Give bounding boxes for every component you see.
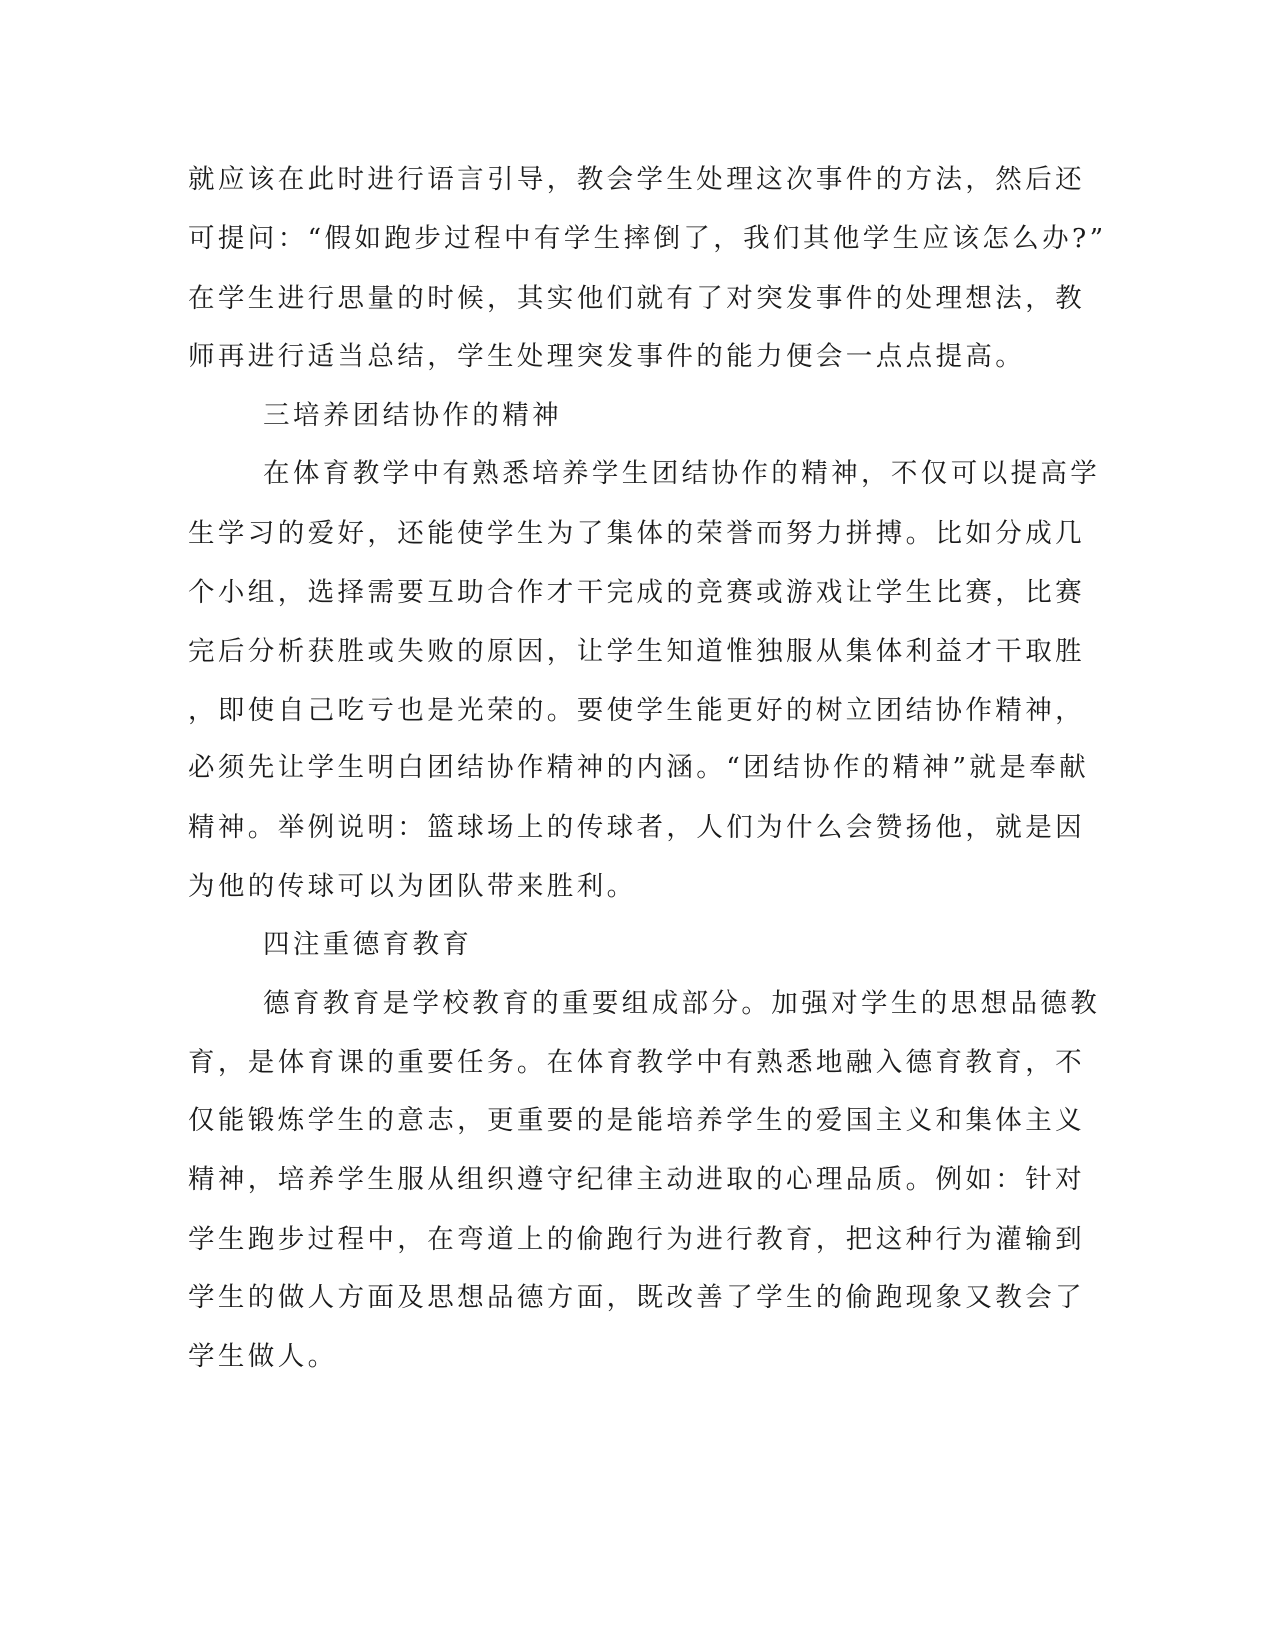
paragraph-line: 完后分析获胜或失败的原因，让学生知道惟独服从集体利益才干取胜: [188, 636, 1085, 667]
paragraph-line: 学生做人。: [188, 1341, 338, 1372]
paragraph-line: 精神。举例说明：篮球场上的传球者，人们为什么会赞扬他，就是因: [188, 812, 1085, 843]
paragraph-line: 德育教育是学校教育的重要组成部分。加强对学生的思想品德教: [263, 988, 1101, 1019]
paragraph-line: 在学生进行思量的时候，其实他们就有了对突发事件的处理想法，教: [188, 283, 1085, 314]
paragraph-line: 学生跑步过程中，在弯道上的偷跑行为进行教育，把这种行为灌输到: [188, 1224, 1085, 1255]
paragraph-line: 就应该在此时进行语言引导，教会学生处理这次事件的方法，然后还: [188, 164, 1085, 195]
paragraph-line: 个小组，选择需要互助合作才干完成的竞赛或游戏让学生比赛，比赛: [188, 577, 1085, 608]
paragraph-line: 在体育教学中有熟悉培养学生团结协作的精神，不仅可以提高学: [263, 458, 1101, 489]
paragraph-line: 为他的传球可以为团队带来胜利。: [188, 871, 637, 902]
paragraph-line: 精神，培养学生服从组织遵守纪律主动进取的心理品质。例如：针对: [188, 1164, 1085, 1195]
paragraph-line: 可提问：“假如跑步过程中有学生摔倒了，我们其他学生应该怎么办?”: [188, 223, 1107, 254]
paragraph-line: 师再进行适当总结，学生处理突发事件的能力便会一点点提高。: [188, 341, 1026, 372]
paragraph-line: 仅能锻炼学生的意志，更重要的是能培养学生的爱国主义和集体主义: [188, 1105, 1085, 1136]
paragraph-line: 生学习的爱好，还能使学生为了集体的荣誉而努力拼搏。比如分成几: [188, 518, 1085, 549]
paragraph-line: 必须先让学生明白团结协作精神的内涵。“团结协作的精神”就是奉献: [188, 752, 1089, 783]
section-heading: 四注重德育教育: [263, 929, 473, 960]
paragraph-line: 育，是体育课的重要任务。在体育教学中有熟悉地融入德育教育，不: [188, 1047, 1085, 1078]
paragraph-line: ，即使自己吃亏也是光荣的。要使学生能更好的树立团结协作精神，: [188, 695, 1085, 726]
paragraph-line: 学生的做人方面及思想品德方面，既改善了学生的偷跑现象又教会了: [188, 1282, 1085, 1313]
section-heading: 三培养团结协作的精神: [263, 400, 562, 431]
